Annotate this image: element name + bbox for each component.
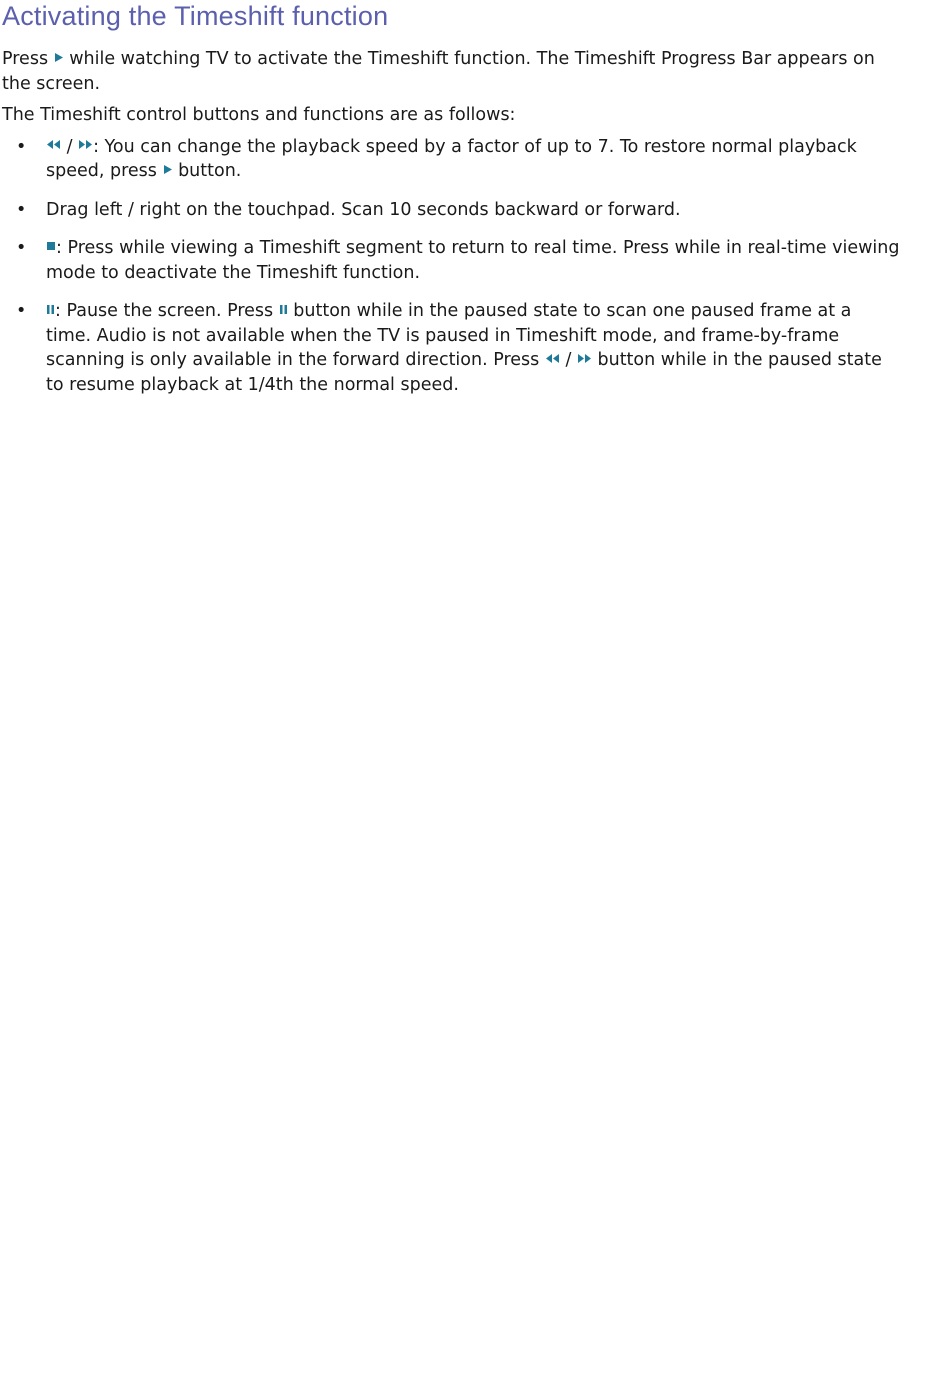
page-content bbox=[2, 0, 902, 411]
bullet-dot: • bbox=[16, 136, 27, 157]
fast-forward-icon bbox=[577, 353, 592, 364]
intro-paragraph bbox=[2, 47, 902, 96]
intro-text-start: Press bbox=[2, 49, 49, 69]
play-icon bbox=[163, 164, 173, 175]
page-title: Activating the Timeshift function bbox=[2, 1, 389, 31]
rewind-icon bbox=[545, 353, 560, 364]
rewind-icon bbox=[46, 139, 61, 150]
speed-text: : You can change the playback speed by a factor of up to 7. To restore normal playback speed, press bbox=[46, 136, 857, 181]
controls-lead: The Timeshift control buttons and functions are as follows: bbox=[2, 105, 516, 125]
bullet-dot: • bbox=[16, 301, 27, 321]
list-item bbox=[2, 198, 902, 223]
stop-icon bbox=[46, 241, 56, 251]
speed-separator: / bbox=[66, 136, 73, 157]
list-item bbox=[2, 236, 902, 285]
fast-forward-icon bbox=[78, 139, 93, 150]
play-icon bbox=[54, 52, 64, 63]
controls-list bbox=[2, 135, 902, 398]
drag-text: Drag left / right on the touchpad. Scan 10 seconds backward or forward. bbox=[46, 199, 681, 220]
bullet-dot: • bbox=[16, 199, 27, 220]
pause-text-b: button while in the paused state to scan one paused frame at a time. Audio is not available when the TV is paused in Timeshift mode, and frame-by-frame scanning is only available in the forward direction. Press bbox=[46, 301, 852, 370]
stop-text: : Press while viewing a Timeshift segment to return to real time. Press while in real-time viewing mode to deactivate the Timeshift function. bbox=[46, 238, 900, 283]
pause-icon bbox=[46, 304, 55, 315]
list-item bbox=[2, 135, 902, 184]
bullet-dot: • bbox=[16, 238, 27, 258]
pause-text-a: : Pause the screen. Press bbox=[55, 301, 274, 321]
speed-text-end: button. bbox=[178, 161, 242, 181]
pause-separator: / bbox=[565, 350, 572, 370]
intro-text-end: while watching TV to activate the Timeshift function. The Timeshift Progress Bar appears on the screen. bbox=[2, 49, 875, 94]
pause-text-c: button while in the paused state to resume playback at 1/4th the normal speed. bbox=[46, 350, 882, 395]
list-item bbox=[2, 299, 902, 397]
pause-icon bbox=[279, 304, 288, 315]
